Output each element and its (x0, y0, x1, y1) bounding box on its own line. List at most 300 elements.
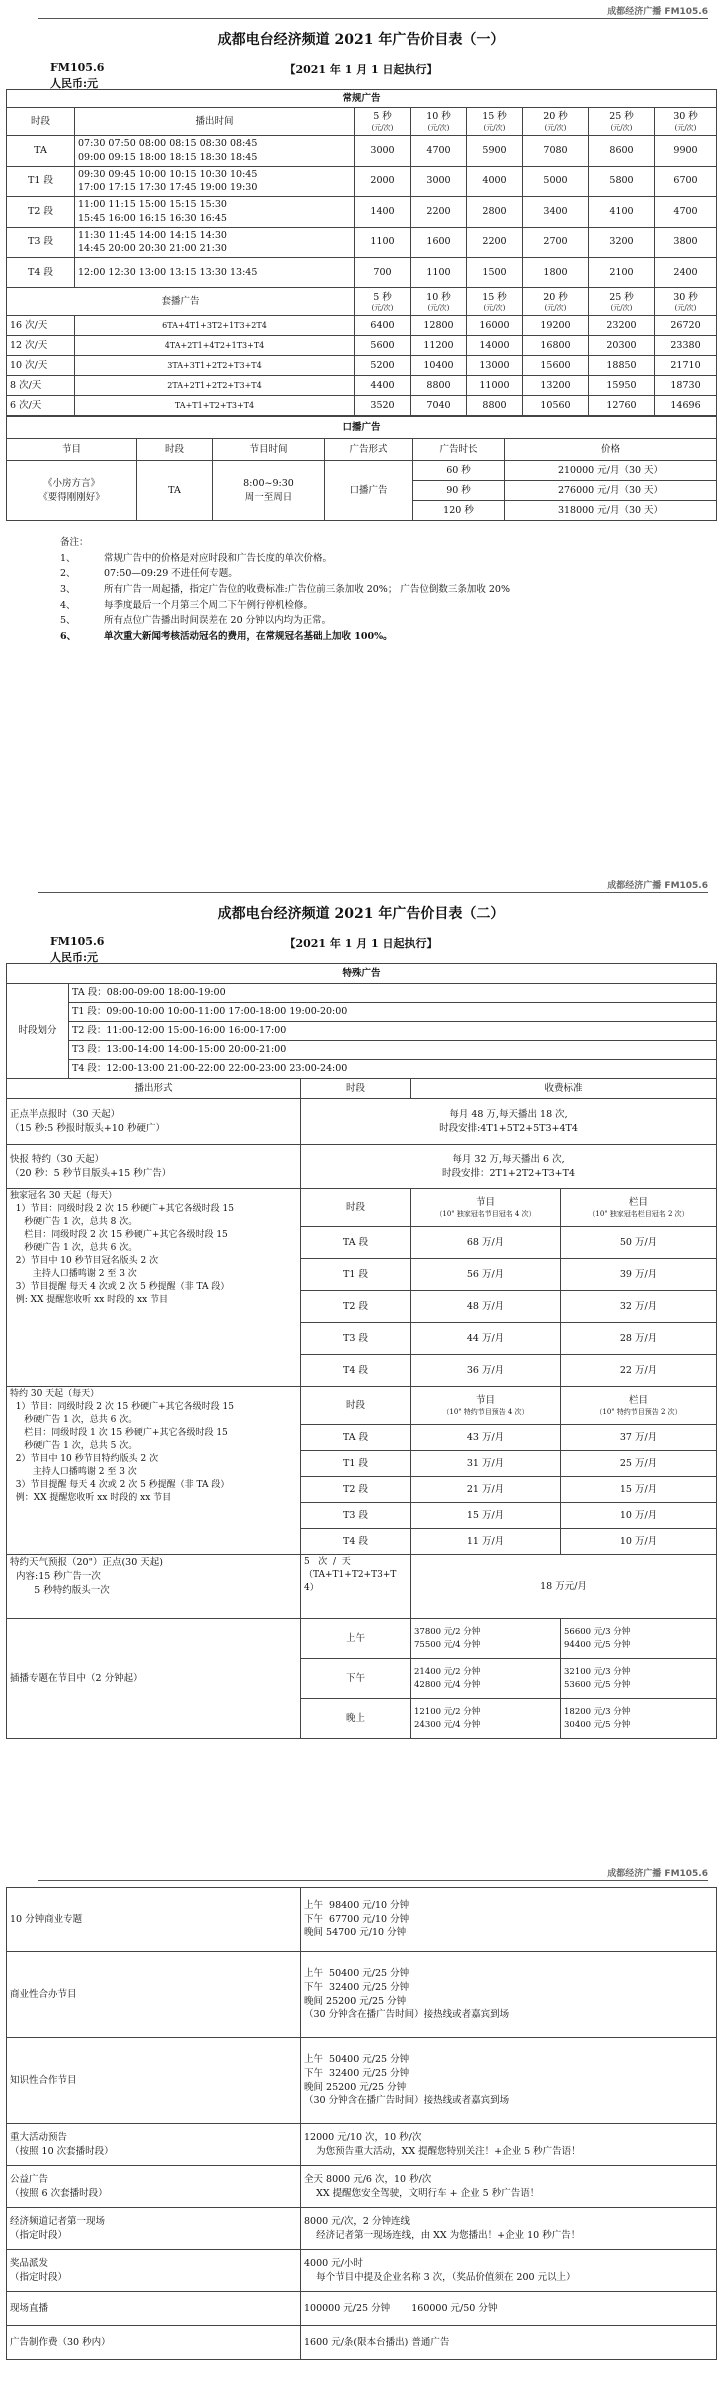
column-fee: 37 万/月 (561, 1425, 717, 1451)
price-cell: 20300 (589, 336, 655, 356)
note-item (60, 551, 722, 567)
ad-price: 210000 元/月（30 天） (505, 461, 717, 481)
brand-mark: 成都经济广播 FM105.6 (607, 1869, 708, 1879)
rate-table-two-section (0, 874, 722, 1739)
fee-line: （30 分钟含在播广告时间）接热线或者嘉宾到场 (304, 2095, 510, 2107)
fee-line: 12000 元/10 次，10 秒/次 (304, 2131, 422, 2143)
slot-definition: T2 段：11:00-12:00 15:00-16:00 16:00-17:00 (69, 1022, 717, 1041)
table-row (7, 984, 717, 1003)
price-cell: 2800 (467, 197, 523, 228)
package-combo: 6TA+4T1+3T2+1T3+2T4 (75, 316, 355, 336)
table-row (7, 2038, 717, 2124)
package-frequency: 12 次/天 (7, 336, 75, 356)
price-cell: 3800 (655, 227, 717, 258)
air-time-line: 11:30 11:45 14:00 14:15 14:30 (78, 229, 227, 241)
table-row (7, 258, 717, 288)
air-time-line: 07:30 07:50 08:00 08:15 08:30 08:45 (78, 138, 258, 149)
air-time-line: 15:45 16:00 16:15 16:30 16:45 (78, 212, 227, 224)
duration-label: 15 秒 (482, 111, 507, 123)
duration-col-header (523, 108, 589, 136)
oral-col-header: 广告时长 (413, 439, 505, 461)
weather-slot (301, 1555, 411, 1619)
daypart-label: 下午 (301, 1659, 411, 1699)
slot-line: 5 次 / 天 (304, 1557, 351, 1567)
description-line: 例：XX 提醒您收听 xx 时段的 xx 节目 (10, 1493, 172, 1504)
price-cell: 2700 (523, 227, 589, 258)
fee-line: 56600 元/3 分钟 (564, 1627, 631, 1638)
effective-date: 【2021 年 1 月 1 日起执行】 (284, 937, 438, 950)
col-title: 栏目 (629, 1395, 649, 1407)
price-cell: 13200 (523, 376, 589, 396)
duration-unit: (元/次) (483, 124, 506, 133)
slot-label: T2 段 (301, 1291, 411, 1323)
subtitle-row (0, 931, 722, 964)
table-row (7, 1189, 717, 1227)
price-cell: 14000 (467, 336, 523, 356)
price-cell: 4700 (655, 197, 717, 228)
description-line: 秒硬广告 1 次，总共 5 次。 (10, 1441, 138, 1452)
duration-label: 20 秒 (543, 291, 568, 303)
program-type-line: （按照 6 次套播时段） (10, 2187, 108, 2199)
program-type (7, 1888, 301, 1952)
duration-unit: (元/次) (544, 124, 567, 133)
price-cell: 1100 (411, 258, 467, 288)
table-row (7, 461, 717, 481)
program-type (7, 2250, 301, 2292)
program-fee (301, 1952, 717, 2038)
price-cell: 14696 (655, 396, 717, 416)
price-cell: 8800 (467, 396, 523, 416)
form-line: （20 秒：5 秒节目版头+15 秒广告） (10, 1167, 172, 1179)
table-row (7, 1387, 717, 1425)
air-times (75, 136, 355, 167)
form-col-header: 播出形式 (7, 1079, 301, 1099)
program-type-line: 重大活动预告 (10, 2131, 68, 2143)
fee-line: 下午 32400 元/25 分钟 (304, 1981, 410, 1993)
insert-feature-label: 插播专题在节目中（2 分钟起） (7, 1619, 301, 1739)
table-row (7, 90, 717, 108)
fee-line: 37800 元/2 分钟 (414, 1627, 481, 1638)
price-cell: 5200 (355, 356, 411, 376)
price-cell: 18730 (655, 376, 717, 396)
note-text: 每季度最后一个月第三个周二下午例行停机检修。 (104, 599, 314, 611)
fee-line: 每月 48 万,每天播出 18 次, (449, 1108, 568, 1120)
table-row (7, 964, 717, 984)
duration-unit: (元/次) (427, 304, 450, 313)
air-time-line: 09:30 09:45 10:00 10:15 10:30 10:45 (78, 168, 258, 180)
note-number: 1、 (60, 552, 76, 564)
slot-col-header: 时段 (301, 1079, 411, 1099)
table-row (7, 1041, 717, 1060)
program-fee (301, 2124, 717, 2166)
page-title-one: 成都电台经济频道 2021 年广告价目表（一） (217, 32, 505, 48)
duration-col-header (467, 108, 523, 136)
table-row (7, 1099, 717, 1145)
column-fee: 15 万/月 (561, 1477, 717, 1503)
oral-ads-table (6, 416, 717, 521)
program-time-line: 8:00~9:30 (243, 477, 294, 489)
fee-line: 42800 元/4 分钟 (414, 1679, 481, 1690)
duration-col-header (523, 288, 589, 316)
note-text: 所有点位广告播出时间误差在 20 分钟以内均为正常。 (104, 615, 332, 627)
oral-col-header: 节目时间 (213, 439, 325, 461)
duration-label: 25 秒 (609, 291, 634, 303)
duration-label: 5 秒 (373, 291, 392, 303)
air-time-line: 11:00 11:15 15:00 15:15 15:30 (78, 199, 227, 211)
col-subtitle: （10" 独家冠名节目冠名 4 次） (435, 1210, 536, 1219)
price-cell: 1100 (355, 227, 411, 258)
description-line: 秒硬广告 1 次，总共 8 次。 (10, 1217, 138, 1228)
package-combo: 2TA+2T1+2T2+T3+T4 (75, 376, 355, 396)
ad-price: 318000 元/月（30 天） (505, 501, 717, 521)
duration-unit: (元/次) (610, 124, 633, 133)
table-row (7, 1888, 717, 1952)
duration-col-header (655, 288, 717, 316)
duration-col-header (411, 288, 467, 316)
header-rule (38, 1862, 708, 1881)
description-line: 3）节目提醒 每天 4 次或 2 次 5 秒提醒（非 TA 段） (10, 1282, 230, 1293)
program-type-line: 知识性合作节目 (10, 2074, 77, 2086)
note-item (60, 566, 722, 582)
note-item (60, 582, 722, 598)
column-fee: 22 万/月 (561, 1355, 717, 1387)
fee-line: 1600 元/条(限本台播出) 普通广告 (304, 2336, 450, 2348)
fee-line: 晚间 25200 元/25 分钟 (304, 2081, 407, 2093)
duration-col-header (355, 108, 411, 136)
insert-fee-short (411, 1659, 561, 1699)
slot-label: T3 段 (301, 1503, 411, 1529)
fee-line: 32100 元/3 分钟 (564, 1667, 631, 1678)
weather-fee: 18 万元/月 (411, 1555, 717, 1619)
program-fee: 44 万/月 (411, 1323, 561, 1355)
form-line: 5 秒特约版头一次 (10, 1584, 110, 1596)
oral-col-header: 价格 (505, 439, 717, 461)
fee-line: 21400 元/2 分钟 (414, 1667, 481, 1678)
form-line: （15 秒:5 秒报时版头+10 秒硬广） (10, 1122, 165, 1134)
fee-line: 下午 67700 元/10 分钟 (304, 1913, 410, 1925)
time-col-header: 播出时间 (75, 108, 355, 136)
fee-line: 上午 50400 元/25 分钟 (304, 2053, 410, 2065)
program-type-line: 广告制作费（30 秒内） (10, 2336, 111, 2348)
column-fee: 10 万/月 (561, 1503, 717, 1529)
air-time-line: 14:45 20:00 20:30 21:00 21:30 (78, 243, 227, 255)
program-type (7, 2326, 301, 2360)
description-line: 例: XX 提醒您收听 xx 时段的 xx 节目 (10, 1295, 169, 1306)
program-type (7, 2166, 301, 2208)
special-ads-table (6, 963, 717, 1739)
price-cell: 700 (355, 258, 411, 288)
price-cell: 2200 (411, 197, 467, 228)
description-line: 独家冠名 30 天起（每天） (10, 1191, 118, 1201)
table-row (7, 166, 717, 197)
slot-col-header: 时段 (301, 1189, 411, 1227)
program-type-line: 现场直播 (10, 2302, 49, 2314)
description-line: 特约 30 天起（每天） (10, 1389, 100, 1399)
currency-unit: 人民币:元 (50, 951, 99, 964)
price-cell: 10560 (523, 396, 589, 416)
col-title: 节目 (475, 1395, 495, 1407)
air-time-line: 09:00 09:15 18:00 18:15 18:30 18:45 (78, 151, 258, 163)
page-title-two: 成都电台经济频道 2021 年广告价目表（二） (217, 906, 505, 922)
col-subtitle: （10" 独家冠名栏目冠名 2 次） (588, 1210, 689, 1219)
price-cell: 11200 (411, 336, 467, 356)
daypart-label: 上午 (301, 1619, 411, 1659)
air-time-line: 17:00 17:15 17:30 17:45 19:00 19:30 (78, 182, 258, 194)
note-item (60, 613, 722, 629)
program-fee: 68 万/月 (411, 1227, 561, 1259)
price-cell: 15950 (589, 376, 655, 396)
price-cell: 2400 (655, 258, 717, 288)
news-flash-fee (301, 1145, 717, 1189)
program-type (7, 2038, 301, 2124)
duzhe-description (7, 1189, 301, 1387)
slot-label: T4 段 (301, 1355, 411, 1387)
program-fee: 15 万/月 (411, 1503, 561, 1529)
program-type-line: 公益广告 (10, 2173, 49, 2185)
daypart-label: 晚上 (301, 1699, 411, 1739)
insert-fee-short (411, 1699, 561, 1739)
fee-line: （30 分钟含在播广告时间）接热线或者嘉宾到场 (304, 2009, 510, 2021)
program-fee (301, 2326, 717, 2360)
table-row (7, 108, 717, 136)
oral-col-header: 节目 (7, 439, 137, 461)
air-times (75, 258, 355, 288)
ad-length: 120 秒 (413, 501, 505, 521)
slot-label: TA 段 (301, 1227, 411, 1259)
duration-col-header (467, 288, 523, 316)
col-subtitle: （10" 特约节目预告 4 次） (442, 1408, 529, 1417)
oral-col-header: 广告形式 (325, 439, 413, 461)
price-cell: 7080 (523, 136, 589, 167)
price-cell: 4000 (467, 166, 523, 197)
column-fee: 32 万/月 (561, 1291, 717, 1323)
header-rule (38, 874, 708, 893)
program-fee: 21 万/月 (411, 1477, 561, 1503)
slot-label: T3 段 (301, 1323, 411, 1355)
ad-length: 60 秒 (413, 461, 505, 481)
price-cell: 2200 (467, 227, 523, 258)
teyue-description (7, 1387, 301, 1555)
description-line: 2）节目中 10 秒节目特约版头 2 次 (10, 1454, 159, 1465)
fee-line: 94400 元/5 分钟 (564, 1639, 631, 1650)
program-name: 《要得刚刚好》 (38, 491, 105, 503)
insert-fee-long (561, 1699, 717, 1739)
fee-line: 下午 32400 元/25 分钟 (304, 2067, 410, 2079)
table-row (7, 227, 717, 258)
program-type (7, 2208, 301, 2250)
insert-fee-long (561, 1659, 717, 1699)
program-fee (301, 2292, 717, 2326)
table-row (7, 376, 717, 396)
ad-price: 276000 元/月（30 天） (505, 481, 717, 501)
price-cell: 4100 (589, 197, 655, 228)
slot-col-header: 时段 (7, 108, 75, 136)
description-line: 栏目：同级时段 1 次 15 秒硬广+其它各级时段 15 (10, 1428, 228, 1439)
program-type (7, 1952, 301, 2038)
table-row (7, 1022, 717, 1041)
header-rule (38, 0, 708, 19)
column-fee: 50 万/月 (561, 1227, 717, 1259)
program-fee: 31 万/月 (411, 1451, 561, 1477)
table-row (7, 1555, 717, 1619)
brand-mark: 成都经济广播 FM105.6 (607, 7, 708, 17)
program-type (7, 2124, 301, 2166)
program-type-line: 10 分钟商业专题 (10, 1913, 83, 1925)
table-row (7, 197, 717, 228)
price-cell: 4400 (355, 376, 411, 396)
program-fee (301, 1888, 717, 1952)
fee-col-header: 收费标准 (411, 1079, 717, 1099)
rate-table-three-section (0, 1862, 722, 2360)
fee-line: 12100 元/2 分钟 (414, 1707, 481, 1718)
note-item (60, 598, 722, 614)
fee-line: 时段安排:4T1+5T2+5T3+4T4 (439, 1122, 578, 1134)
insert-fee-short (411, 1619, 561, 1659)
form-line: 特约天气预报（20"）正点(30 天起) (10, 1557, 163, 1568)
price-cell: 10400 (411, 356, 467, 376)
program-fee (301, 2166, 717, 2208)
oral-ads-header: 口播广告 (7, 417, 717, 439)
slot-label: TA 段 (301, 1425, 411, 1451)
price-cell: 6700 (655, 166, 717, 197)
slot-label: T4 段 (7, 258, 75, 288)
price-cell: 8600 (589, 136, 655, 167)
price-cell: 4700 (411, 136, 467, 167)
price-cell: 5900 (467, 136, 523, 167)
description-line: 主持人口播鸣谢 2 至 3 次 (10, 1467, 137, 1478)
currency-unit: 人民币:元 (50, 77, 99, 90)
fee-line: 为您预告重大活动，XX 提醒您特别关注！+企业 5 秒广告语！ (304, 2145, 581, 2157)
col-title: 节目 (475, 1197, 495, 1209)
duration-unit: (元/次) (371, 304, 394, 313)
table-row (7, 2208, 717, 2250)
duration-label: 30 秒 (673, 111, 698, 123)
package-frequency: 10 次/天 (7, 356, 75, 376)
form-line: 内容:15 秒广告一次 (10, 1570, 101, 1582)
price-cell: 16800 (523, 336, 589, 356)
price-cell: 9900 (655, 136, 717, 167)
duration-unit: (元/次) (371, 124, 394, 133)
duration-unit: (元/次) (427, 124, 450, 133)
duration-label: 10 秒 (426, 291, 451, 303)
duration-label: 15 秒 (482, 291, 507, 303)
duration-col-header (411, 108, 467, 136)
slot-label: TA (7, 136, 75, 167)
slot-definition: T1 段：09:00-10:00 10:00-11:00 17:00-18:00 19:00-20:00 (69, 1003, 717, 1022)
table-row (7, 1003, 717, 1022)
regular-ads-header: 常规广告 (7, 90, 717, 108)
program-type-line: 经济频道记者第一现场 (10, 2215, 106, 2227)
description-line: 2）节目中 10 秒节目冠名版头 2 次 (10, 1256, 159, 1267)
price-cell: 19200 (523, 316, 589, 336)
air-times (75, 166, 355, 197)
column-fee: 39 万/月 (561, 1259, 717, 1291)
program-fee (301, 2208, 717, 2250)
description-line: 主持人口播鸣谢 2 至 3 次 (10, 1269, 137, 1280)
program-type-line: 奖品派发 (10, 2257, 49, 2269)
station-frequency: FM105.6 (50, 61, 105, 74)
weather-sponsor-ad (7, 1555, 301, 1619)
note-number: 2、 (60, 568, 76, 580)
program-time-line: 周一至周日 (244, 491, 293, 503)
slot-col-header: 时段 (301, 1387, 411, 1425)
form-line: 正点半点报时（30 天起） (10, 1108, 121, 1120)
price-cell: 3000 (411, 166, 467, 197)
price-cell: 1400 (355, 197, 411, 228)
package-frequency: 16 次/天 (7, 316, 75, 336)
program-type (7, 2292, 301, 2326)
slot-line: 4） (304, 1583, 319, 1594)
program-col-header (411, 1387, 561, 1425)
price-cell: 3000 (355, 136, 411, 167)
price-cell: 2000 (355, 166, 411, 197)
oral-slot: TA (137, 461, 213, 521)
note-number: 3、 (60, 584, 76, 596)
price-cell: 1500 (467, 258, 523, 288)
note-number: 4、 (60, 599, 76, 611)
slot-label: T2 段 (301, 1477, 411, 1503)
insert-fee-long (561, 1619, 717, 1659)
fee-line: XX 提醒您安全驾驶，文明行车 + 企业 5 秒广告语！ (304, 2187, 540, 2199)
note-text: 常规广告中的价格是对应时段和广告长度的单次价格。 (104, 552, 333, 564)
oral-col-header: 时段 (137, 439, 213, 461)
table-row (7, 2124, 717, 2166)
table-row (7, 2166, 717, 2208)
description-line: 3）节目提醒 每天 4 次或 2 次 5 秒提醒（非 TA 段） (10, 1480, 230, 1491)
notes-title: 备注： (60, 537, 89, 549)
package-combo: 4TA+2T1+4T2+1T3+T4 (75, 336, 355, 356)
col-title: 栏目 (629, 1197, 649, 1209)
duration-unit: (元/次) (674, 124, 697, 133)
duration-label: 10 秒 (426, 111, 451, 123)
fee-line: 每个节目中提及企业名称 3 次，（奖品价值须在 200 元以上） (304, 2271, 576, 2283)
price-cell: 23200 (589, 316, 655, 336)
price-cell: 8800 (411, 376, 467, 396)
program-time (213, 461, 325, 521)
price-cell: 26720 (655, 316, 717, 336)
price-cell: 12760 (589, 396, 655, 416)
table-row (7, 356, 717, 376)
price-cell: 5600 (355, 336, 411, 356)
slot-definition: T4 段：12:00-13:00 21:00-22:00 22:00-23:00 23:00-24:00 (69, 1060, 717, 1079)
price-cell: 5800 (589, 166, 655, 197)
fee-line: 100000 元/25 分钟 160000 元/50 分钟 (304, 2302, 498, 2314)
air-times (75, 227, 355, 258)
air-time-line: 12:00 12:30 13:00 13:15 13:30 13:45 (78, 266, 258, 278)
duration-unit: (元/次) (544, 304, 567, 313)
ad-length: 90 秒 (413, 481, 505, 501)
program-fee: 48 万/月 (411, 1291, 561, 1323)
program-fee (301, 2038, 717, 2124)
table-row (7, 2326, 717, 2360)
slot-label: T1 段 (301, 1259, 411, 1291)
fee-line: 53600 元/5 分钟 (564, 1679, 631, 1690)
slot-label: T1 段 (7, 166, 75, 197)
note-text: 单次重大新闻考核活动冠名的费用，在常规冠名基础上加收 100%。 (104, 631, 393, 643)
fee-line: 8000 元/次，2 分钟连线 (304, 2215, 410, 2227)
price-cell: 6400 (355, 316, 411, 336)
duration-unit: (元/次) (674, 304, 697, 313)
program-fee: 36 万/月 (411, 1355, 561, 1387)
table-row (7, 2250, 717, 2292)
program-type-line: 商业性合办节目 (10, 1988, 77, 2000)
regular-ads-table (6, 89, 717, 416)
price-cell: 18850 (589, 356, 655, 376)
fee-line: 全天 8000 元/6 次，10 秒/次 (304, 2173, 432, 2185)
time-signal-fee (301, 1099, 717, 1145)
note-text: 所有广告一周起播，指定广告位的收费标准:广告位前三条加收 20%； 广告位倒数三条加收 20% (104, 584, 510, 596)
duration-unit: (元/次) (483, 304, 506, 313)
